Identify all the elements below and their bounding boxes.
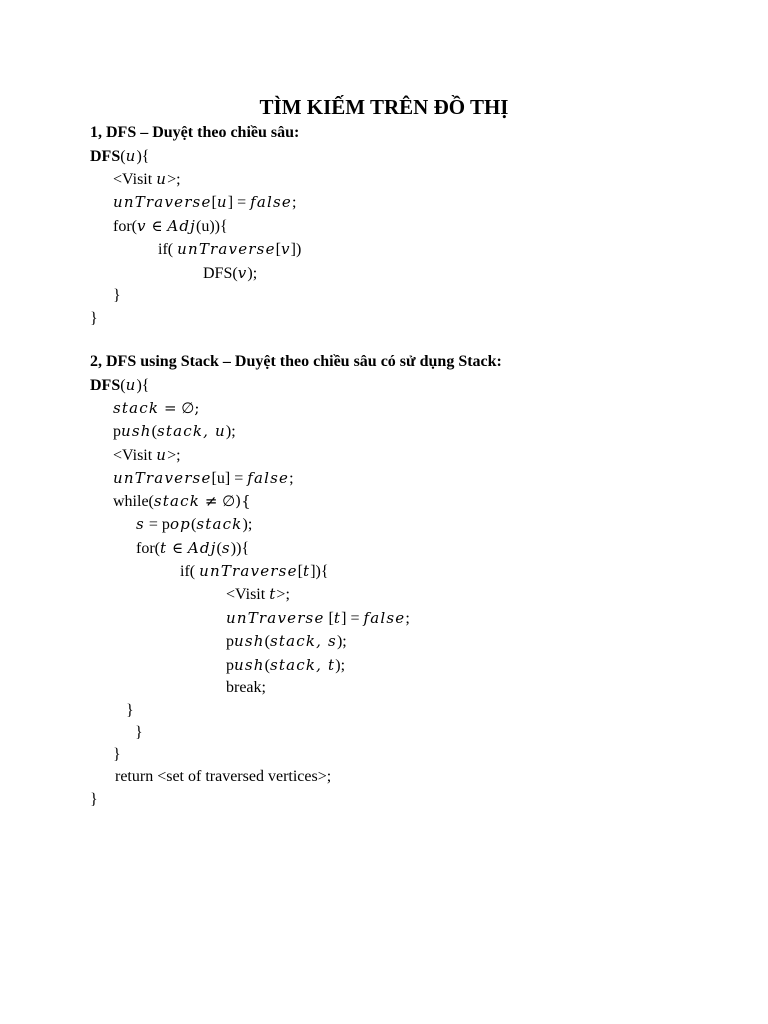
section2-heading: 2, DFS using Stack – Duyệt theo chiều sâu có sử dụng Stack: bbox=[90, 353, 502, 370]
s2-untraverse-line-2 bbox=[226, 607, 410, 630]
s1-visit-var: u bbox=[156, 170, 168, 188]
s2-l5-rest: ≠ ∅){ bbox=[200, 492, 251, 510]
s1-close-outer: } bbox=[90, 310, 98, 327]
s2-l7-kw: for( bbox=[136, 540, 160, 557]
s2-l10-val: false bbox=[363, 609, 406, 627]
s2-push-line-1 bbox=[113, 420, 236, 443]
s1-header-param: u bbox=[125, 147, 137, 165]
s1-if-end: ]) bbox=[290, 241, 302, 258]
s1-visit-close: >; bbox=[167, 171, 181, 188]
s2-l2-args: stack, u bbox=[156, 422, 226, 440]
s1-close-inner: } bbox=[113, 287, 121, 304]
s2-l5-kw: while( bbox=[113, 493, 154, 510]
s1-for-end: ){ bbox=[214, 218, 228, 235]
s1-header-open: ( bbox=[120, 148, 126, 165]
s2-while-line bbox=[113, 490, 251, 513]
s2-l11-end: ); bbox=[336, 633, 347, 650]
s2-l2-p: p bbox=[113, 423, 121, 440]
s1-for-kw: for( bbox=[113, 218, 137, 235]
s2-header-close: ){ bbox=[136, 377, 150, 394]
s2-untraverse-line-1 bbox=[113, 467, 294, 490]
s2-visit-line-1 bbox=[113, 444, 181, 467]
s2-l6-open: ( bbox=[190, 516, 197, 533]
s1-for-adj: Adj bbox=[167, 217, 196, 235]
s2-l11-p: p bbox=[226, 633, 234, 650]
s2-l10-end: ; bbox=[405, 610, 410, 627]
s1-call-line bbox=[203, 262, 257, 285]
s1-visit-open: <Visit bbox=[113, 171, 157, 188]
s2-pop-line bbox=[136, 513, 252, 536]
s2-function-header bbox=[90, 374, 149, 397]
s1-if-name: unTraverse bbox=[177, 240, 276, 258]
s2-header-open: ( bbox=[120, 377, 126, 394]
s2-l7-in: ∈ bbox=[167, 539, 188, 557]
s2-push-line-2 bbox=[226, 630, 347, 653]
document-title: TÌM KIẾM TRÊN ĐỒ THỊ bbox=[259, 95, 509, 119]
s2-l1-var: stack bbox=[113, 399, 160, 417]
s1-for-in: ∈ bbox=[146, 217, 168, 235]
s1-for-arg: (u) bbox=[196, 218, 215, 235]
section1-heading: 1, DFS – Duyệt theo chiều sâu: bbox=[90, 124, 300, 141]
s2-l1-rest: = ∅; bbox=[159, 399, 200, 417]
s1-call-end: ); bbox=[247, 265, 258, 282]
s2-l6-var: s bbox=[136, 515, 145, 533]
s2-break-line: break; bbox=[226, 679, 266, 696]
s1-untraverse-rbr: ] = bbox=[227, 194, 251, 211]
s2-if-line bbox=[180, 560, 329, 583]
s2-l4-val: false bbox=[247, 469, 290, 487]
s2-l8-kw: if( bbox=[180, 563, 200, 580]
s2-l12-args: stack, t bbox=[269, 656, 336, 674]
s2-l4-lbr: [u] = bbox=[211, 470, 248, 487]
s2-l3-end: >; bbox=[167, 447, 181, 464]
s2-close-if: } bbox=[126, 702, 134, 719]
s2-l5-var: stack bbox=[153, 492, 201, 510]
s2-l12-name: ush bbox=[234, 656, 265, 674]
s1-call-arg: v bbox=[237, 264, 248, 282]
s2-l10-lbr: [ bbox=[324, 610, 334, 627]
s1-untraverse-end: ; bbox=[291, 194, 297, 211]
s2-l11-open: ( bbox=[264, 633, 270, 650]
s1-for-line bbox=[113, 215, 228, 238]
s1-visit-line bbox=[113, 168, 181, 191]
s2-close-while: } bbox=[113, 746, 121, 763]
s1-untraverse-name: unTraverse bbox=[113, 193, 212, 211]
s2-return-line: return <set of traversed vertices>; bbox=[115, 768, 332, 785]
s2-l8-end: ]){ bbox=[310, 563, 329, 580]
s2-l3-var: u bbox=[156, 446, 168, 464]
s2-l2-open: ( bbox=[151, 423, 157, 440]
s2-l8-lbr: [ bbox=[297, 563, 303, 580]
s1-header-close: ){ bbox=[136, 148, 150, 165]
s2-close-function: } bbox=[90, 791, 98, 808]
s1-if-kw: if( bbox=[158, 241, 178, 258]
s1-if-idx: v bbox=[280, 240, 291, 258]
s2-l8-idx: t bbox=[302, 562, 311, 580]
s2-l9-var: t bbox=[269, 585, 277, 603]
s2-l11-name: ush bbox=[234, 632, 265, 650]
s1-if-line bbox=[158, 238, 301, 261]
s1-untraverse-idx: u bbox=[216, 193, 228, 211]
s2-l4-end: ; bbox=[289, 470, 294, 487]
s2-header-param: u bbox=[125, 376, 137, 394]
s2-l6-name: op bbox=[169, 515, 191, 533]
s1-call-name: DFS( bbox=[203, 265, 238, 282]
s1-untraverse-lbr: [ bbox=[211, 194, 217, 211]
s2-stack-init-line bbox=[113, 397, 199, 420]
s2-l9-end: >; bbox=[276, 586, 290, 603]
s2-l7-arg: s bbox=[221, 539, 231, 557]
s1-function-header bbox=[90, 145, 149, 168]
s2-l7-adj: Adj bbox=[187, 539, 217, 557]
s2-for-line bbox=[136, 537, 249, 560]
s1-header-keyword: DFS bbox=[90, 148, 121, 165]
s2-l2-name: ush bbox=[121, 422, 152, 440]
s2-l11-args: stack, s bbox=[269, 632, 337, 650]
s2-l6-arg: stack bbox=[196, 515, 243, 533]
s2-l3-open: <Visit bbox=[113, 447, 157, 464]
s2-push-line-3 bbox=[226, 654, 345, 677]
s2-l6-end: ); bbox=[242, 516, 253, 533]
s2-l8-name: unTraverse bbox=[199, 562, 298, 580]
s1-untraverse-val: false bbox=[250, 193, 292, 211]
s1-untraverse-line bbox=[113, 191, 296, 214]
s2-visit-line-2 bbox=[226, 583, 290, 606]
s2-l4-name: unTraverse bbox=[113, 469, 212, 487]
s2-l10-idx: t bbox=[333, 609, 342, 627]
s2-l2-end: ); bbox=[225, 423, 236, 440]
s2-l10-mid: ] = bbox=[341, 610, 364, 627]
s2-l7-open: ( bbox=[216, 540, 222, 557]
s2-l7-var: t bbox=[159, 539, 168, 557]
s2-l7-end: )){ bbox=[230, 540, 250, 557]
s2-l10-name: unTraverse bbox=[226, 609, 325, 627]
s2-l12-end: ); bbox=[335, 657, 346, 674]
s2-l9-open: <Visit bbox=[226, 586, 270, 603]
s2-close-for: } bbox=[135, 724, 143, 741]
s2-header-keyword: DFS bbox=[90, 377, 121, 394]
s2-l6-eq: = p bbox=[144, 516, 170, 533]
s1-if-lbr: [ bbox=[275, 241, 281, 258]
s2-l12-open: ( bbox=[264, 657, 270, 674]
s2-l12-p: p bbox=[226, 657, 234, 674]
s1-for-var: v bbox=[136, 217, 147, 235]
